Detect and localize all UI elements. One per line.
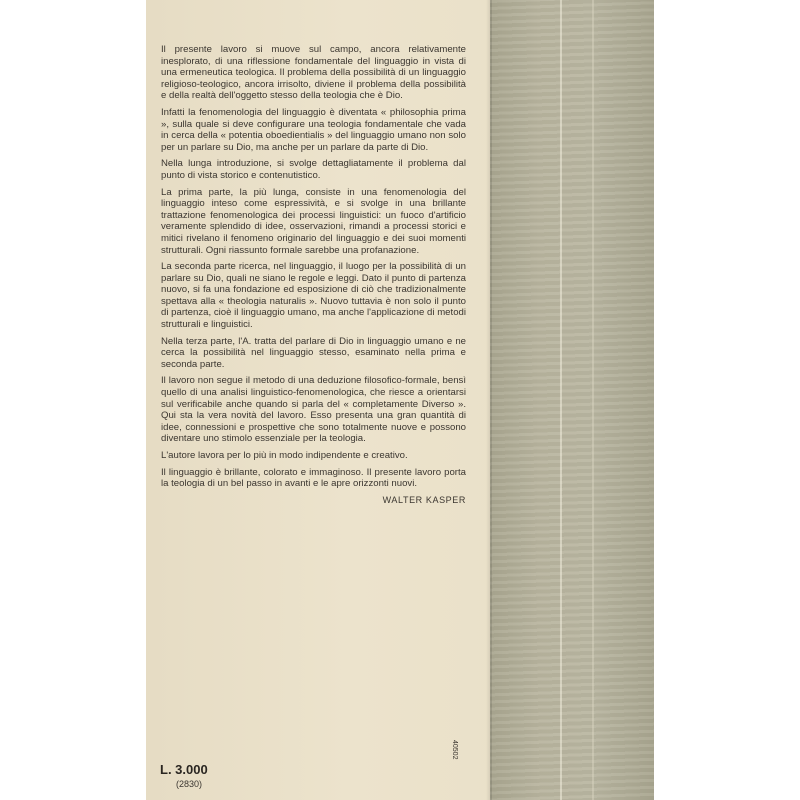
- price-label: L. 3.000: [160, 762, 208, 777]
- catalog-code: 40502: [451, 740, 458, 760]
- blurb-paragraph-8: L'autore lavora per lo più in modo indipendente e creativo.: [161, 450, 408, 461]
- blurb-paragraph-7: Il lavoro non segue il metodo di una deduzione filosofico-formale, bensì quello di una analisi linguistico-fenomenologica, che riesce a orientarsi sul verificabile anche quando si parla del « completamente Diverso ». Qui sta la vera novità del lavoro. Esso presenta una gran quantità di idee, connessioni e prospettive che sono totalmente nuove e possono diventare uno stimolo essenziale per la teologia.: [161, 375, 466, 445]
- blurb-text: [161, 44, 466, 506]
- blurb-paragraph-5: La seconda parte ricerca, nel linguaggio, il luogo per la possibilità di un parlare su Dio, quali ne siano le regole e leggi. Dato il punto di partenza nuovo, si fa una fondazione ed esposizione di ciò che tradizionalmente spettava alla « theologia naturalis ». Nuovo tuttavia è non solo il punto di partenza, cioè il linguaggio umano, ma anche l'applicazione di metodi strutturali e linguistici.: [161, 261, 466, 331]
- author-signature: WALTER KASPER: [382, 494, 466, 505]
- book-spine: [490, 0, 654, 800]
- blurb-paragraph-9: Il linguaggio è brillante, colorato e immaginoso. Il presente lavoro porta la teologia di un bel passo in avanti e le apre orizzonti nuovi.: [161, 466, 466, 490]
- spine-crease: [592, 0, 594, 800]
- blurb-paragraph-6: Nella terza parte, l'A. tratta del parlare di Dio in linguaggio umano e ne cerca la possibilità nel linguaggio stesso, esaminato nella prima e seconda parte.: [161, 335, 466, 370]
- blurb-paragraph-1: Il presente lavoro si muove sul campo, ancora relativamente inesplorato, di una riflessione fondamentale del linguaggio in vista di una ermeneutica teologica. Il problema della possibilità di un linguaggio religioso-teologico, ancora irrisolto, diviene il problema della possibilità e della realtà dell'oggetto stesso della teologia che è Dio.: [161, 44, 466, 102]
- blurb-paragraph-4: La prima parte, la più lunga, consiste in una fenomenologia del linguaggio inteso come espressività, e si svolge in una brillante trattazione fenomenologica dei processi linguistici: un fuoco d'artificio veramente splendido di idee, osservazioni, rimandi a processi storici e mitici rivelano il fenomeno originario del linguaggio e dei suoi momenti strutturali. Ogni riassunto formale sarebbe una profanazione.: [161, 186, 466, 256]
- blurb-paragraph-3: Nella lunga introduzione, si svolge dettagliatamente il problema dal punto di vista storico e contenutistico.: [161, 158, 466, 181]
- spine-crease: [560, 0, 562, 800]
- spine-shadow: [486, 0, 492, 800]
- price-code: (2830): [176, 779, 203, 789]
- blurb-paragraph-2: Infatti la fenomenologia del linguaggio è diventata « philosophia prima », sulla quale si deve configurare una teologia fondamentale che vada in cerca della « potentia oboedientialis » del linguaggio umano non solo per un parlare su Dio, ma anche per un parlare da parte di Dio.: [161, 106, 466, 153]
